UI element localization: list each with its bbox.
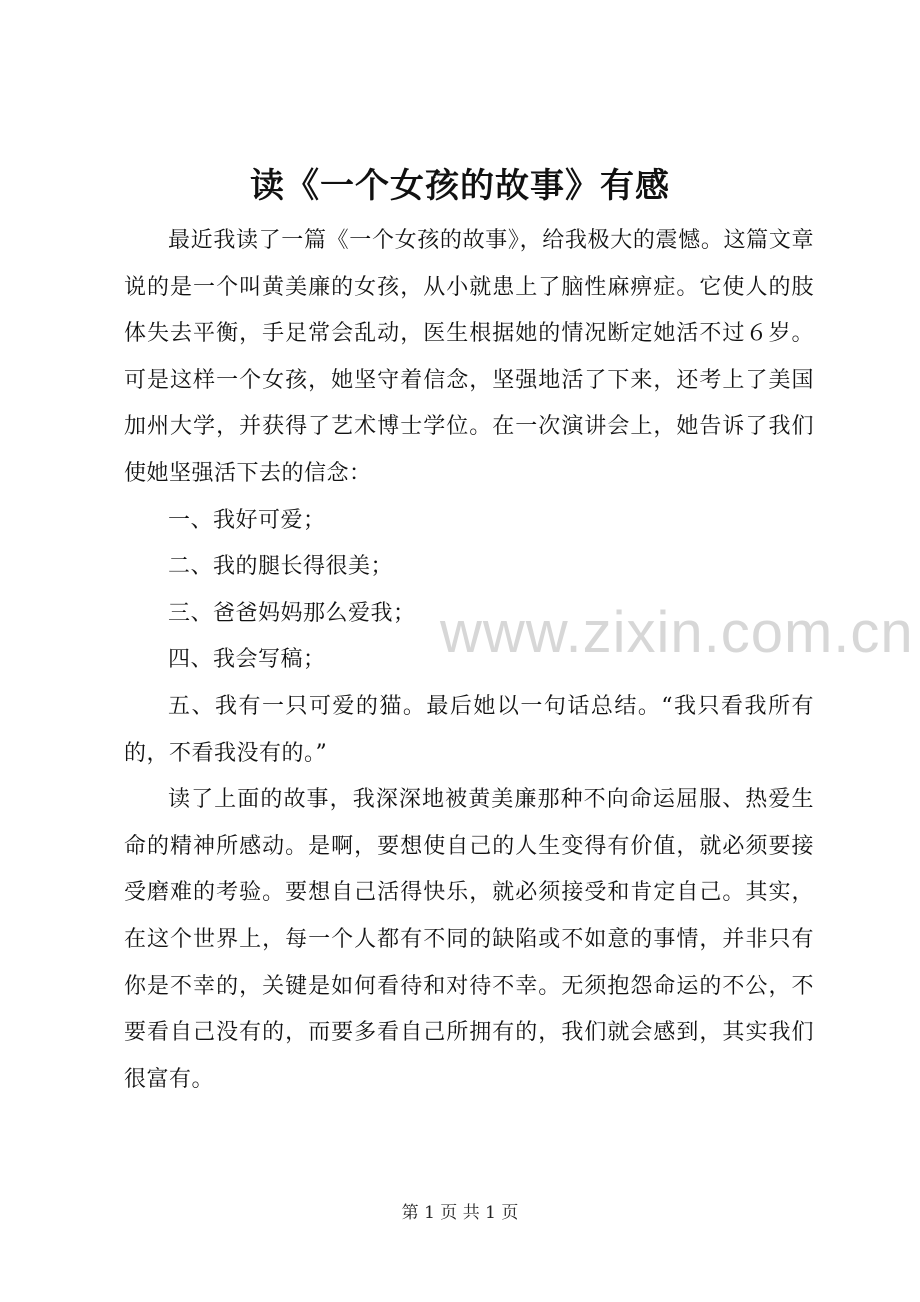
list-item-2: 二、我的腿长得很美； bbox=[168, 554, 394, 580]
watermark: www.zixin.com.cn bbox=[440, 600, 914, 665]
page-footer: 第 1 页 共 1 页 bbox=[401, 1203, 519, 1223]
list-item-3: 三、爸爸妈妈那么爱我； bbox=[168, 600, 416, 626]
paragraph-intro: 最近我读了一篇《一个女孩的故事》，给我极大的震憾。这篇文章说的是一个叫黄美廉的女孩，从小就患上了脑性麻痹症。它使人的肢体失去平衡，手足常会乱动，医生根据她的情况断定她活不过６岁。可是这样一个女孩，她坚守着信念，坚强地活了下来，还考上了美国加州大学，并获得了艺术博士学位。在一次演讲会上，她告诉了我们使她坚强活下去的信念： bbox=[124, 228, 814, 486]
list-item-1: 一、我好可爱； bbox=[168, 507, 326, 533]
list-item-5: 五、我有一只可爱的猫。最后她以一句话总结。“我只看我所有的，不看我没有的。” bbox=[124, 693, 814, 766]
document-body bbox=[124, 218, 814, 1103]
document-title: 读《一个女孩的故事》有感 bbox=[250, 166, 670, 206]
paragraph-reflection: 读了上面的故事，我深深地被黄美廉那种不向命运屈服、热爱生命的精神所感动。是啊，要想使自己的人生变得有价值，就必须要接受磨难的考验。要想自己活得快乐，就必须接受和肯定自己。其实，在这个世界上，每一个人都有不同的缺陷或不如意的事情，并非只有你是不幸的，关键是如何看待和对待不幸。无须抱怨命运的不公，不要看自己没有的，而要多看自己所拥有的，我们就会感到，其实我们很富有。 bbox=[124, 787, 814, 1092]
list-item-4: 四、我会写稿； bbox=[168, 647, 326, 673]
